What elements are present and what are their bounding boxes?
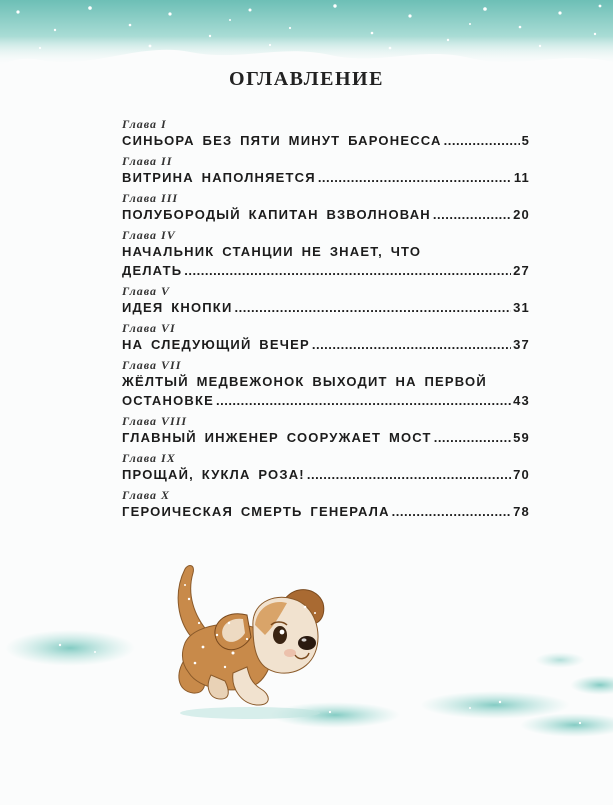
chapter-title: ОСТАНОВКЕ [122,393,214,408]
dot-leader [434,428,511,447]
page-number: 20 [513,207,530,222]
toc-entry-10 [122,488,530,521]
dot-leader [216,391,511,410]
dot-leader [184,261,511,280]
chapter-title-line: ЖЁЛТЫЙ МЕДВЕЖОНОК ВЫХОДИТ НА ПЕРВОЙ [122,374,487,389]
toc-entry-2 [122,154,530,187]
chapter-label: Глава IV [122,228,176,242]
toc-entry-7 [122,358,530,410]
dot-leader [307,465,511,484]
page-number: 11 [513,170,530,185]
page-number: 37 [513,337,530,352]
chapter-label: Глава V [122,284,171,298]
chapter-title: ГЛАВНЫЙ ИНЖЕНЕР СООРУЖАЕТ МОСТ [122,430,432,445]
chapter-label: Глава VI [122,321,176,335]
chapter-label: Глава II [122,154,173,168]
page-number: 70 [513,467,530,482]
dot-leader [444,131,520,150]
chapter-title: ИДЕЯ КНОПКИ [122,300,233,315]
chapter-label: Глава III [122,191,179,205]
toc-entry-6 [122,321,530,354]
chapter-title: ПРОЩАЙ, КУКЛА РОЗА! [122,467,305,482]
dot-leader [235,298,512,317]
toc-entry-3 [122,191,530,224]
page-number: 31 [513,300,530,315]
toc-entry-5 [122,284,530,317]
toc-line [122,131,530,150]
page-number: 59 [513,430,530,445]
page-title: ОГЛАВЛЕНИЕ [229,68,384,90]
chapter-label: Глава X [122,488,171,502]
toc-entry-1 [122,117,530,150]
toc-line [122,298,530,317]
toc-line [122,465,530,484]
toc-line [122,391,530,410]
toc-entry-4 [122,228,530,280]
table-of-contents [122,113,530,521]
page-number: 27 [513,263,530,278]
toc-line [122,261,530,280]
toc-line [122,502,530,521]
dot-leader [433,205,511,224]
chapter-title: ВИТРИНА НАПОЛНЯЕТСЯ [122,170,316,185]
chapter-label: Глава IX [122,451,176,465]
dot-leader [312,335,511,354]
puppy-illustration [155,563,335,723]
dot-leader [392,502,511,521]
snowy-sky-decoration [0,0,613,110]
toc-line [122,428,530,447]
page-number: 43 [513,393,530,408]
toc-line [122,168,530,187]
toc-line [122,205,530,224]
dot-leader [318,168,512,187]
chapter-label: Глава I [122,117,167,131]
page-number: 78 [513,504,530,519]
chapter-title: ДЕЛАТЬ [122,263,183,278]
chapter-title-line: НАЧАЛЬНИК СТАНЦИИ НЕ ЗНАЕТ, ЧТО [122,244,422,259]
chapter-title: СИНЬОРА БЕЗ ПЯТИ МИНУТ БАРОНЕССА [122,133,442,148]
chapter-label: Глава VII [122,358,182,372]
chapter-title: НА СЛЕДУЮЩИЙ ВЕЧЕР [122,337,310,352]
toc-entry-8 [122,414,530,447]
chapter-title: ПОЛУБОРОДЫЙ КАПИТАН ВЗВОЛНОВАН [122,207,431,222]
chapter-label: Глава VIII [122,414,188,428]
chapter-title: ГЕРОИЧЕСКАЯ СМЕРТЬ ГЕНЕРАЛА [122,504,390,519]
toc-entry-9 [122,451,530,484]
toc-line [122,335,530,354]
page-number: 5 [521,133,530,148]
